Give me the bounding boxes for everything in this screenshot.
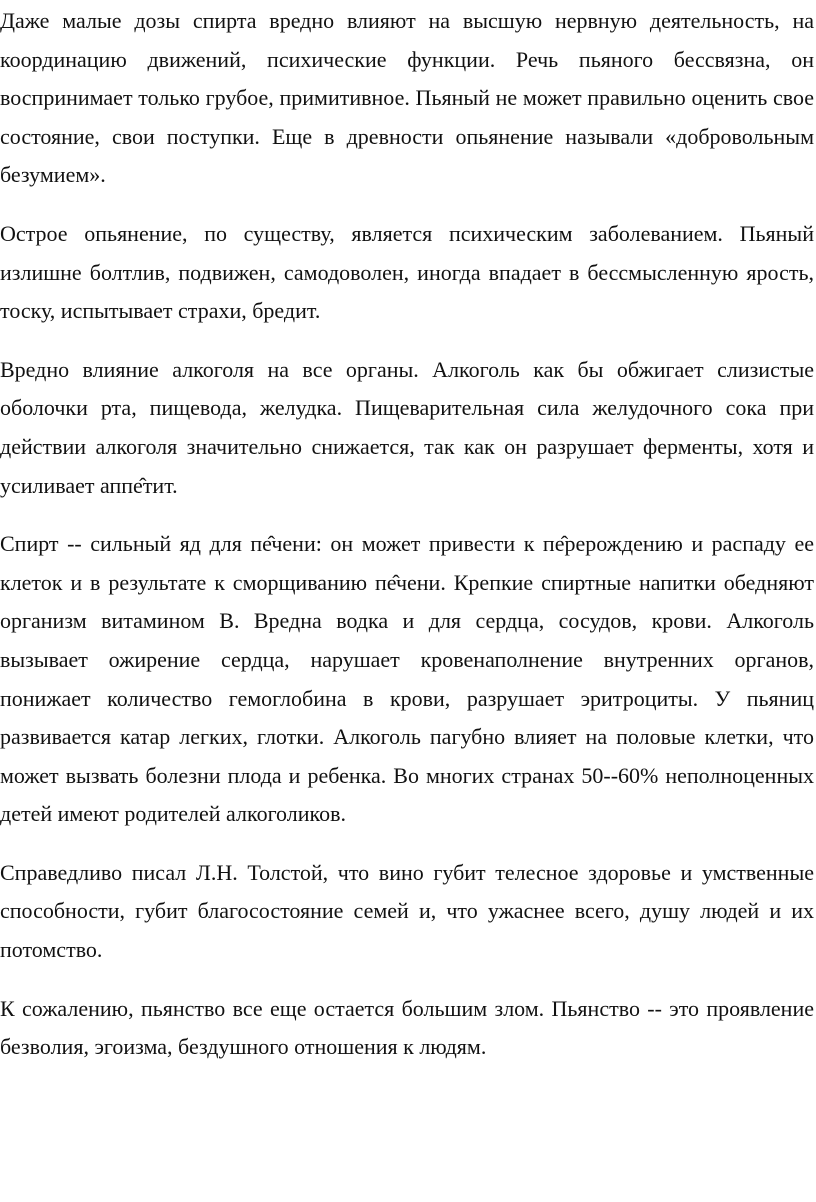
document-page [0, 2, 814, 1087]
paragraph-4: Спирт -- сильный яд для пе̂чени: он может привести к пе̂рерождению и распаду ее клеток и в результате к сморщиванию пе̂чени. Крепкие спиртные напитки обедняют организм витамином В. Вредна водка и для сердца, сосудов, крови. Алкоголь вызывает ожирение сердца, нарушает кровенаполнение внутренних органов, понижает количество гемоглобина в крови, разрушает эритроциты. У пьяниц развивается катар легких, глотки. Алкоголь пагубно влияет на половые клетки, что может вызвать болезни плода и ребенка. Во многих странах 50--60% неполноценных детей имеют родителей алкоголиков. [0, 531, 814, 827]
paragraph-2: Острое опьянение, по существу, является психическим заболеванием. Пьяный излишне болтлив, подвижен, самодоволен, иногда впадает в бессмысленную ярость, тоску, испытывает страхи, бредит. [0, 220, 814, 324]
paragraph-3: Вредно влияние алкоголя на все органы. Алкоголь как бы обжигает слизистые оболочки рта, пищевода, желудка. Пищеварительная сила желудочного сока при действии алкоголя значительно снижается, так как он разрушает ферменты, хотя и усиливает аппе̂тит. [0, 356, 814, 498]
paragraph-5: Справедливо писал Л.Н. Толстой, что вино губит телесное здоровье и умственные способности, губит благосостояние семей и, что ужаснее всего, душу людей и их потомство. [0, 859, 814, 963]
paragraph-1: Даже малые дозы спирта вредно влияют на высшую нервную деятельность, на координацию движений, психические функции. Речь пьяного бессвязна, он воспринимает только грубое, примитивное. Пьяный не может правильно оценить свое состояние, свои поступки. Еще в древности опьянение называли «добровольным безумием». [0, 8, 814, 188]
paragraph-6: К сожалению, пьянство все еще остается большим злом. Пьянство -- это проявление безволия, эгоизма, бездушного отношения к людям. [0, 995, 814, 1060]
